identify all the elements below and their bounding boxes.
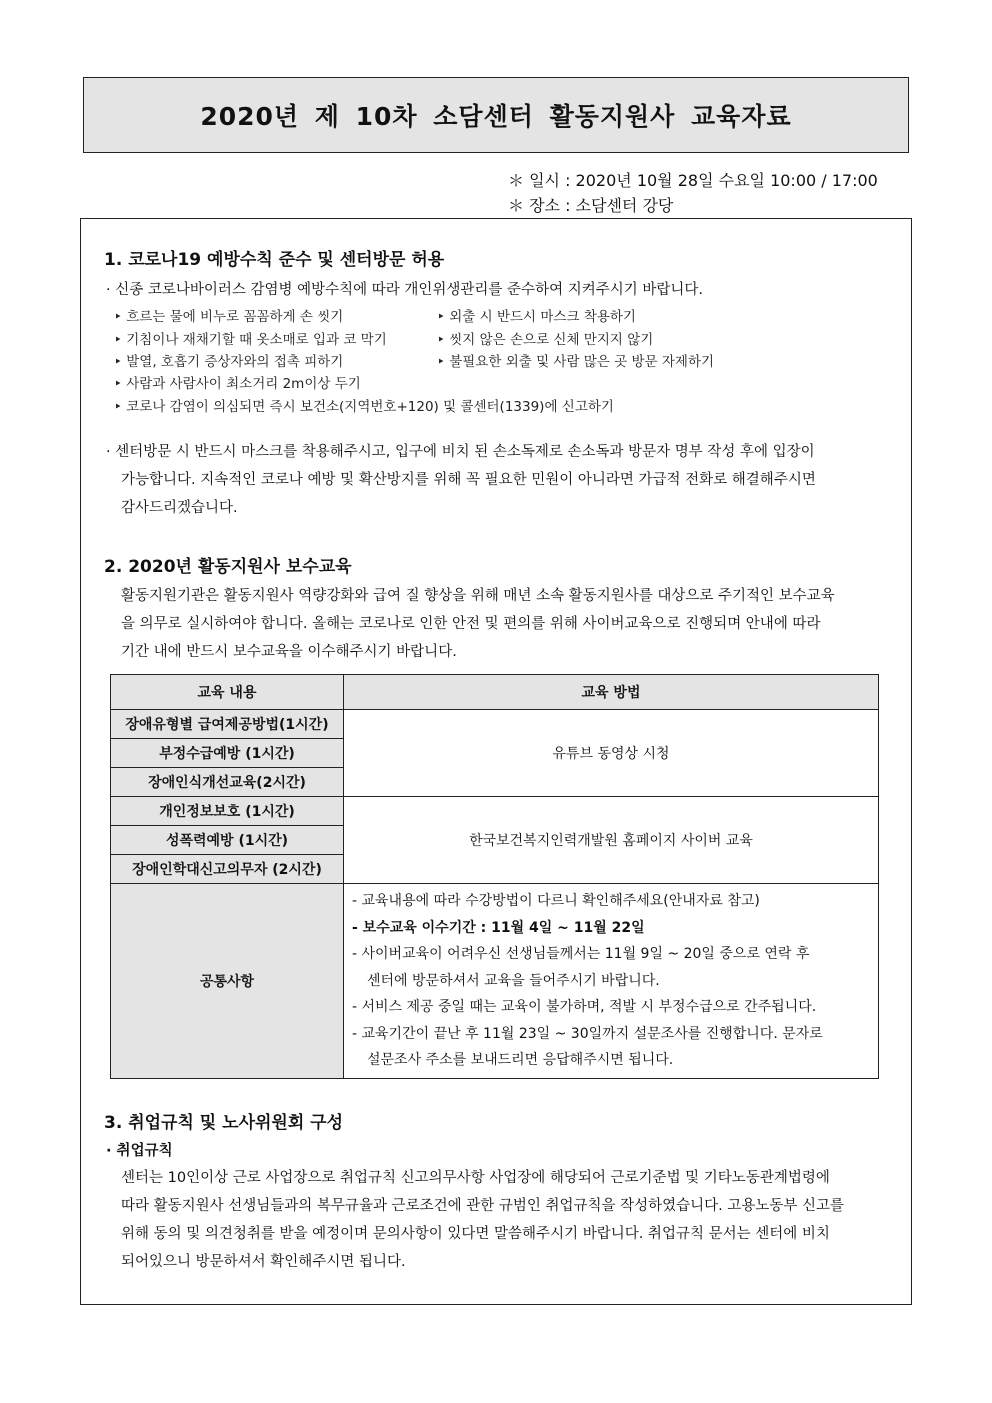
table-header-row [111,675,879,710]
group2-method: 한국보건복지인력개발원 홈페이지 사이버 교육 [344,797,879,884]
note-line: - 교육기간이 끝난 후 11월 23일 ~ 30일까지 설문조사를 진행합니다. 문자로 [352,1025,823,1042]
meta-date: ＊ 일시 : 2020년 10월 28일 수요일 10:00 / 17:00 [508,171,878,190]
group1-method: 유튜브 동영상 시청 [344,710,879,797]
document-title: 2020년 제 10차 소담센터 활동지원사 교육자료 [200,102,792,131]
course-item: 장애유형별 급여제공방법(1시간) [111,710,344,739]
section2-heading: 2. 2020년 활동지원사 보수교육 [104,557,352,577]
visit-line: · 센터방문 시 반드시 마스크를 착용해주시고, 입구에 비치 된 손소독제로 손소독과 방문자 명부 작성 후에 입장이 [106,444,815,460]
title-box [83,77,909,153]
meta-info [508,168,878,218]
section2-para-line: 을 의무로 실시하여야 합니다. 올해는 코로나로 인한 안전 및 편의를 위해 사이버교육으로 진행되며 안내에 따라 [121,616,821,632]
course-item: 장애인학대신고의무자 (2시간) [111,855,344,884]
section3-para-line: 되어있으니 방문하셔서 확인해주시면 됩니다. [121,1254,406,1270]
section3-para-line: 센터는 10인이상 근로 사업장으로 취업규칙 신고의무사항 사업장에 해당되어 근로기준법 및 기타노동관계법령에 [121,1170,830,1186]
bullet-item: ‣ 기침이나 재채기할 때 옷소매로 입과 코 막기 [114,332,387,348]
visit-line: 가능합니다. 지속적인 코로나 예방 및 확산방지를 위해 꼭 필요한 민원이 아니라면 가급적 전화로 해결해주시면 [121,472,816,488]
note-line: 설문조사 주소를 보내드리면 응답해주시면 됩니다. [367,1052,674,1068]
section1-intro: · 신종 코로나바이러스 감염병 예방수칙에 따라 개인위생관리를 준수하여 지켜주시기 바랍니다. [106,282,703,298]
note-line: - 교육내용에 따라 수강방법이 다르니 확인해주세요(안내자료 참고) [352,893,760,909]
note-line: - 사이버교육이 어려우신 선생님들께서는 11월 9일 ~ 20일 중으로 연락 후 [352,946,810,962]
common-notes [344,884,879,1079]
note-line: - 서비스 제공 중일 때는 교육이 불가하며, 적발 시 부정수급으로 간주됩니다. [352,999,817,1015]
section3-para-line: 따라 활동지원사 선생님들과의 복무규율과 근로조건에 관한 규범인 취업규칙을 작성하였습니다. 고용노동부 신고를 [121,1198,845,1214]
note-line-period: - 보수교육 이수기간 : 11월 4일 ~ 11월 22일 [352,919,645,936]
section3-sub: · 취업규칙 [106,1143,173,1159]
section2-para-line: 기간 내에 반드시 보수교육을 이수해주시기 바랍니다. [121,644,457,660]
header-method: 교육 방법 [344,675,879,710]
bullet-item: ‣ 흐르는 물에 비누로 꼼꼼하게 손 씻기 [114,309,344,325]
bullet-item: ‣ 발열, 호흡기 증상자와의 접촉 피하기 [114,354,344,370]
common-label: 공통사항 [111,884,344,1079]
education-table [110,674,879,1079]
course-item: 장애인식개선교육(2시간) [111,768,344,797]
course-item: 부정수급예방 (1시간) [111,739,344,768]
section1-heading: 1. 코로나19 예방수칙 준수 및 센터방문 허용 [104,250,445,270]
bullet-item: ‣ 코로나 감염이 의심되면 즉시 보건소(지역번호+120) 및 콜센터(1339)에 신고하기 [114,399,614,415]
course-item: 개인정보보호 (1시간) [111,797,344,826]
note-line: 센터에 방문하셔서 교육을 들어주시기 바랍니다. [367,972,660,989]
visit-line: 감사드리겠습니다. [121,500,238,516]
bullet-item: ‣ 사람과 사람사이 최소거리 2m이상 두기 [114,376,361,392]
section3-heading: 3. 취업규칙 및 노사위원회 구성 [104,1113,344,1133]
section3-para-line: 위해 동의 및 의견청취를 받을 예정이며 문의사항이 있다면 말씀해주시기 바랍니다. 취업규칙 문서는 센터에 비치 [121,1226,830,1242]
meta-place: ＊ 장소 : 소담센터 강당 [508,196,674,215]
bullet-item: ‣ 씻지 않은 손으로 신체 만지지 않기 [437,332,654,348]
table-row [111,797,879,826]
bullet-item: ‣ 외출 시 반드시 마스크 착용하기 [437,309,636,325]
bullet-item: ‣ 불필요한 외출 및 사람 많은 곳 방문 자제하기 [437,354,715,370]
table-row [111,884,879,1079]
section2-para-line: 활동지원기관은 활동지원사 역량강화와 급여 질 향상을 위해 매년 소속 활동지원사를 대상으로 주기적인 보수교육 [121,588,835,604]
header-content: 교육 내용 [111,675,344,710]
course-item: 성폭력예방 (1시간) [111,826,344,855]
table-row [111,710,879,739]
